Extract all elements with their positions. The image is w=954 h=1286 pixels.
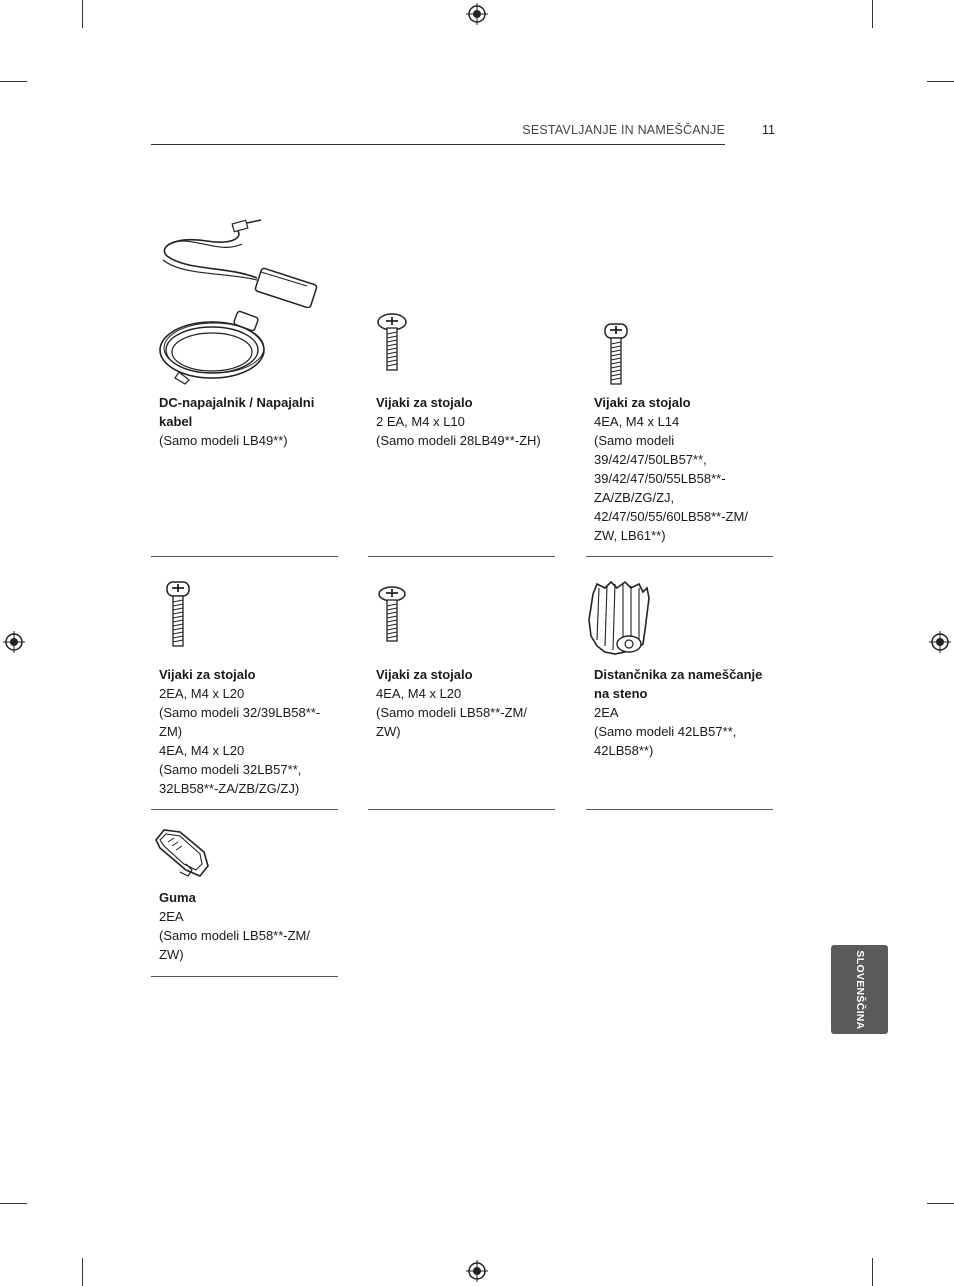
item-divider xyxy=(151,976,338,977)
component-rubber xyxy=(159,888,339,964)
screw-long-icon xyxy=(377,585,407,643)
registration-mark-icon xyxy=(466,1260,488,1282)
section-title: SESTAVLJANJE IN NAMEŠČANJE xyxy=(522,123,725,137)
item-divider xyxy=(586,556,773,557)
component-title: Vijaki za stojalo xyxy=(159,667,256,682)
item-divider xyxy=(151,809,338,810)
component-details: 2EA (Samo modeli 42LB57**, 42LB58**) xyxy=(594,705,737,758)
crop-mark xyxy=(872,1258,873,1286)
item-divider xyxy=(151,556,338,557)
component-wall-spacer xyxy=(594,665,774,760)
page-number: 11 xyxy=(762,123,775,137)
crop-mark xyxy=(872,0,873,28)
component-screw-l20-b xyxy=(376,665,556,741)
component-title: Guma xyxy=(159,890,196,905)
component-screw-l14 xyxy=(594,393,774,545)
item-divider xyxy=(586,809,773,810)
component-title: Vijaki za stojalo xyxy=(376,667,473,682)
component-title: Distančnika za nameščanje na steno xyxy=(594,667,763,701)
crop-mark xyxy=(82,1258,83,1286)
registration-mark-icon xyxy=(929,631,951,653)
language-tab-label: SLOVENŠČINA xyxy=(853,949,866,1030)
screw-long-icon xyxy=(162,580,194,648)
screw-short-icon xyxy=(376,312,408,372)
crop-mark xyxy=(927,81,954,82)
component-dc-adapter xyxy=(159,393,339,450)
crop-mark xyxy=(82,0,83,28)
screw-medium-icon xyxy=(599,322,633,386)
registration-mark-icon xyxy=(466,3,488,25)
crop-mark xyxy=(0,1203,27,1204)
component-title: DC-napajalnik / Napajalni kabel xyxy=(159,395,315,429)
component-screw-l20-a xyxy=(159,665,349,798)
component-details: 4EA, M4 x L14 (Samo modeli 39/42/47/50LB57**, 39/42/47/50/55LB58**- ZA/ZB/ZG/ZJ, 42/47/50/55/60LB58**-ZM/ ZW, LB61**) xyxy=(594,414,748,543)
registration-mark-icon xyxy=(3,631,25,653)
component-details: 2 EA, M4 x L10 (Samo modeli 28LB49**-ZH) xyxy=(376,414,541,448)
component-title: Vijaki za stojalo xyxy=(594,395,691,410)
crop-mark xyxy=(0,81,27,82)
dc-adapter-icon xyxy=(157,216,319,308)
power-cable-icon xyxy=(157,308,272,388)
component-details: (Samo modeli LB49**) xyxy=(159,433,288,448)
item-divider xyxy=(368,556,555,557)
header-divider xyxy=(151,144,725,145)
component-details: 2EA, M4 x L20 (Samo modeli 32/39LB58**- ZM) 4EA, M4 x L20 (Samo modeli 32LB57**, 32LB58**-ZA/ZB/ZG/ZJ) xyxy=(159,686,321,796)
component-screw-l10 xyxy=(376,393,566,450)
rubber-pad-icon xyxy=(150,826,214,882)
wall-spacer-icon xyxy=(585,580,653,658)
component-title: Vijaki za stojalo xyxy=(376,395,473,410)
language-tab xyxy=(831,945,888,1034)
component-details: 4EA, M4 x L20 (Samo modeli LB58**-ZM/ ZW) xyxy=(376,686,527,739)
crop-mark xyxy=(927,1203,954,1204)
item-divider xyxy=(368,809,555,810)
component-details: 2EA (Samo modeli LB58**-ZM/ ZW) xyxy=(159,909,310,962)
